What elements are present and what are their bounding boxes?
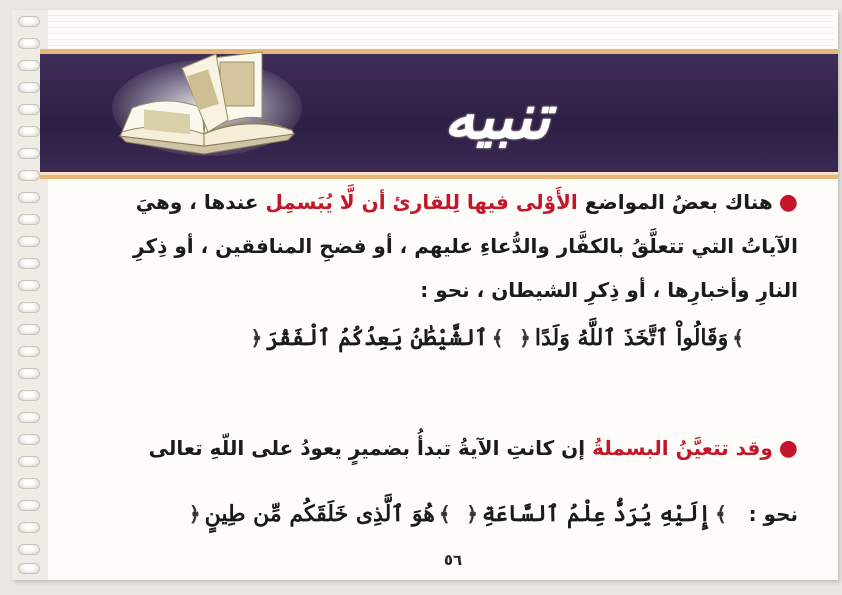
ornament-bracket: ﴿ (188, 502, 201, 526)
binding-ring (18, 170, 40, 181)
paragraph1-highlight: الأَوْلى فيها لِلقارئ أن لَّا يُبَسمِل (265, 190, 578, 214)
paragraph1-end: عندها ، وهيَ (135, 190, 266, 214)
binding-ring (18, 60, 40, 71)
binding-ring (18, 324, 40, 335)
binding-ring (18, 280, 40, 291)
binding-ring (18, 258, 40, 269)
verse-1a: وَقَالُواْ ٱتَّخَذَ ٱللَّهُ وَلَدًا (534, 325, 729, 351)
ornament-bracket: ﴿ (466, 502, 478, 526)
verse-2a: إِلَيْهِ يُرَدُّ عِلْمُ ٱلسَّاعَةِ (481, 501, 712, 527)
bullet-icon: ● (778, 190, 798, 215)
binding-ring (18, 192, 40, 203)
ruled-lines (48, 10, 834, 48)
paragraph1-start: هناك بعضُ المواضع (577, 190, 773, 214)
verse-1b: ٱلشَّيْطَٰنُ يَعِدُكُمُ ٱلْفَقْرَ (266, 325, 488, 351)
paragraph2-text: إن كانتِ الآيةُ تبدأُ بضميرٍ يعودُ على اللّهِ تعالى (148, 436, 593, 460)
binding-ring (18, 368, 40, 379)
binding-ring (18, 82, 40, 93)
binding-ring (18, 104, 40, 115)
ornament-bracket: ﴿ (519, 326, 531, 350)
paragraph1-line1 (136, 182, 798, 222)
binding-ring (18, 456, 40, 467)
ornament-bracket: ﴿ (250, 326, 263, 350)
paragraph2-line1 (149, 428, 798, 468)
binding-ring (18, 236, 40, 247)
paragraph2-highlight: وقد تتعيَّنُ البسملةُ (592, 436, 773, 460)
ornament-bracket: ﴾ (491, 326, 504, 350)
binding-ring (18, 390, 40, 401)
verse-row-1 (246, 316, 748, 360)
notebook-page (12, 10, 838, 580)
binding-ring (18, 148, 40, 159)
binding-ring (18, 434, 40, 445)
verse-prefix: نحو : (748, 502, 798, 526)
binding-ring (18, 302, 40, 313)
binding-ring (18, 346, 40, 357)
binding-ring (18, 522, 40, 533)
ornament-bracket: ﴾ (438, 502, 451, 526)
binding-ring (18, 500, 40, 511)
verse-row-2 (185, 492, 798, 536)
ornament-bracket: ﴾ (732, 326, 744, 350)
paragraph1-line2: الآياتُ التي تتعلَّقُ بالكفَّار والدُّعاءِ عليهم ، أو فضحِ المنافقين ، أو ذِكرِ (133, 234, 798, 258)
binding-ring (18, 16, 40, 27)
binding-ring (18, 544, 40, 555)
verse-2b: هُوَ ٱلَّذِى خَلَقَكُم مِّن طِينٍ (204, 501, 435, 527)
ornament-bracket: ﴾ (715, 502, 727, 526)
binding-ring (18, 126, 40, 137)
paragraph1-line3: النارِ وأخبارِها ، أو ذِكرِ الشيطان ، نحو : (420, 278, 798, 302)
binding-ring (18, 38, 40, 49)
open-book-illustration (112, 48, 302, 158)
page-title: تنبيه (443, 80, 551, 153)
bullet-icon: ● (778, 436, 798, 461)
binding-ring (18, 412, 40, 423)
binding-ring (18, 214, 40, 225)
binding-ring (18, 478, 40, 489)
page-number: ٥٦ (443, 551, 463, 569)
binding-ring (18, 563, 40, 574)
